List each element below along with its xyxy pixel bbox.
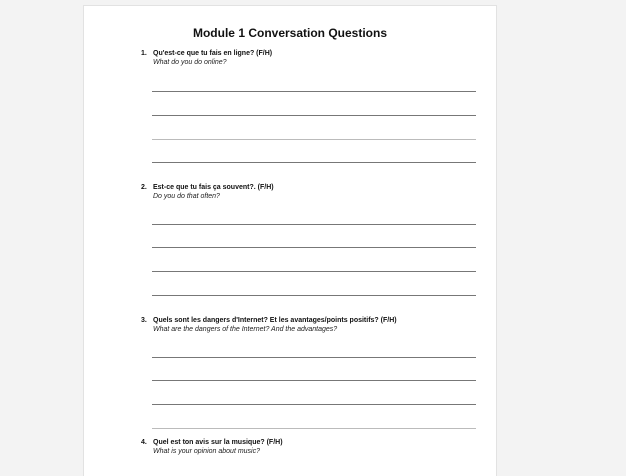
question-number: 3. xyxy=(141,317,147,324)
answer-line xyxy=(152,115,476,116)
answer-line xyxy=(152,404,476,405)
document-page xyxy=(83,5,497,476)
question-number: 4. xyxy=(141,439,147,446)
question-english: What is your opinion about music? xyxy=(153,448,260,455)
answer-line xyxy=(152,162,476,163)
answer-line xyxy=(152,380,476,381)
answer-line xyxy=(152,295,476,296)
answer-line xyxy=(152,224,476,225)
answer-line xyxy=(152,271,476,272)
question-french: Qu'est-ce que tu fais en ligne? (F/H) xyxy=(153,50,273,57)
answer-line xyxy=(152,247,476,248)
answer-line xyxy=(152,357,476,358)
answer-line xyxy=(152,139,476,140)
question-english: Do you do that often? xyxy=(153,193,220,200)
answer-line xyxy=(152,91,476,92)
question-number: 2. xyxy=(141,184,147,191)
answer-line xyxy=(152,428,476,429)
question-french: Quels sont les dangers d'Internet? Et les avantages/points positifs? (F/H) xyxy=(153,317,397,324)
question-french: Est-ce que tu fais ça souvent?. (F/H) xyxy=(153,184,274,191)
question-number: 1. xyxy=(141,50,147,57)
page-title: Module 1 Conversation Questions xyxy=(192,26,388,40)
question-english: What are the dangers of the Internet? And the advantages? xyxy=(153,326,338,333)
question-french: Quel est ton avis sur la musique? (F/H) xyxy=(153,439,283,446)
question-english: What do you do online? xyxy=(153,59,227,66)
